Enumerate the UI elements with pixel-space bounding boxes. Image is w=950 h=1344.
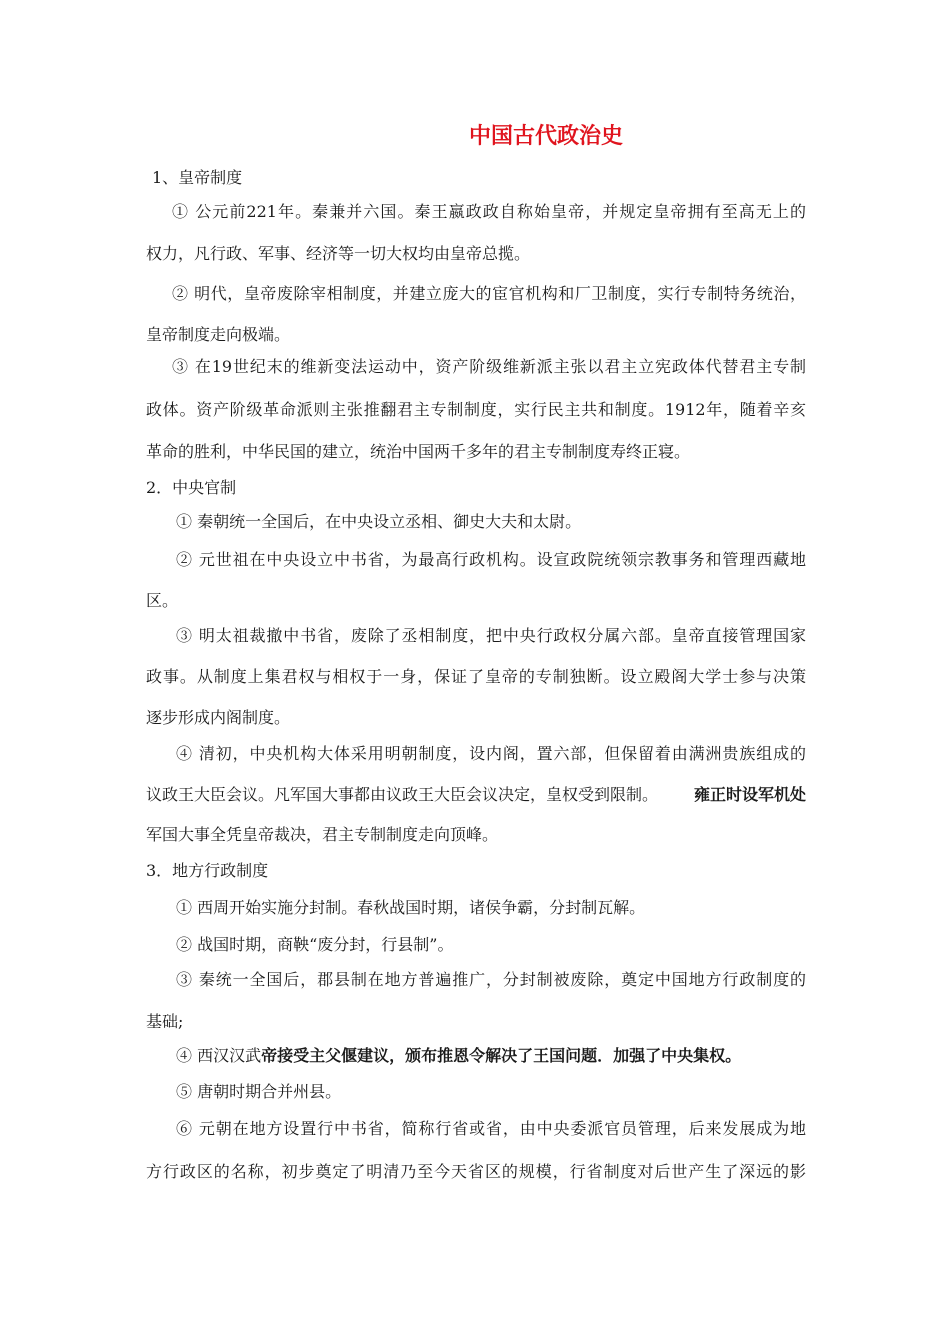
bold-emphasis: 帝接受主父偃建议，颁布推恩令解决了王国问题．加强了中央集权。 bbox=[261, 1046, 742, 1065]
bold-emphasis: 雍正时设军机处 bbox=[693, 785, 806, 804]
paragraph-line: ③ 秦统一全国后，郡县制在地方普遍推广，分封制被废除，奠定中国地方行政制度的 bbox=[176, 970, 806, 989]
paragraph-line: ③ 明太祖裁撤中书省，废除了丞相制度，把中央行政权分属六部。皇帝直接管理国家 bbox=[176, 626, 806, 645]
paragraph-line: ② 元世祖在中央设立中书省，为最高行政机构。设宣政院统领宗教事务和管理西藏地 bbox=[176, 550, 806, 569]
paragraph-line: 革命的胜利，中华民国的建立，统治中国两千多年的君主专制制度寿终正寝。 bbox=[146, 442, 691, 461]
paragraph-line: ⑤ 唐朝时期合并州县。 bbox=[176, 1082, 342, 1101]
paragraph-text: ④ 西汉汉武 bbox=[176, 1046, 262, 1065]
document-title: 中国古代政治史 bbox=[468, 124, 623, 149]
paragraph-line bbox=[176, 1044, 741, 1068]
paragraph-line: 权力，凡行政、军事、经济等一切大权均由皇帝总揽。 bbox=[146, 244, 531, 263]
paragraph-line: ② 战国时期，商鞅“废分封，行县制”。 bbox=[176, 935, 454, 954]
paragraph-line: ⑥ 元朝在地方设置行中书省，简称行省或省，由中央委派官员管理，后来发展成为地 bbox=[176, 1119, 806, 1138]
paragraph-line: ② 明代，皇帝废除宰相制度，并建立庞大的宦官机构和厂卫制度，实行专制特务统治， bbox=[172, 284, 806, 303]
paragraph-line: ① 秦朝统一全国后，在中央设立丞相、御史大夫和太尉。 bbox=[176, 512, 582, 531]
paragraph-line: ① 公元前221年。秦兼并六国。秦王嬴政政自称始皇帝，并规定皇帝拥有至高无上的 bbox=[172, 202, 806, 221]
section-heading: 2．中央官制 bbox=[146, 478, 237, 497]
paragraph-line: 方行政区的名称，初步奠定了明清乃至今天省区的规模，行省制度对后世产生了深远的影 bbox=[146, 1162, 806, 1181]
paragraph-line: 政体。资产阶级革命派则主张推翻君主专制制度，实行民主共和制度。1912年，随着辛亥 bbox=[146, 400, 806, 419]
paragraph-line: 政事。从制度上集君权与相权于一身，保证了皇帝的专制独断。设立殿阁大学士参与决策 bbox=[146, 667, 806, 686]
paragraph-line: 军国大事全凭皇帝裁决，君主专制制度走向顶峰。 bbox=[146, 825, 499, 844]
section-heading: 3．地方行政制度 bbox=[146, 861, 269, 880]
paragraph-line: ③ 在19世纪末的维新变法运动中，资产阶级维新派主张以君主立宪政体代替君主专制 bbox=[172, 357, 806, 376]
paragraph-text: 议政王大臣会议。凡军国大事都由议政王大臣会议决定，皇权受到限制。 bbox=[146, 785, 659, 804]
paragraph-line: 逐步形成内阁制度。 bbox=[146, 708, 291, 727]
section-heading: 1、皇帝制度 bbox=[152, 168, 243, 187]
paragraph-line: 区。 bbox=[146, 591, 179, 610]
paragraph-line: 皇帝制度走向极端。 bbox=[146, 325, 291, 344]
paragraph-line: 基础; bbox=[146, 1012, 184, 1031]
paragraph-line: ④ 清初，中央机构大体采用明朝制度，设内阁，置六部，但保留着由满洲贵族组成的 bbox=[176, 744, 806, 763]
paragraph-line bbox=[146, 783, 806, 807]
paragraph-line: ① 西周开始实施分封制。春秋战国时期，诸侯争霸，分封制瓦解。 bbox=[176, 898, 646, 917]
